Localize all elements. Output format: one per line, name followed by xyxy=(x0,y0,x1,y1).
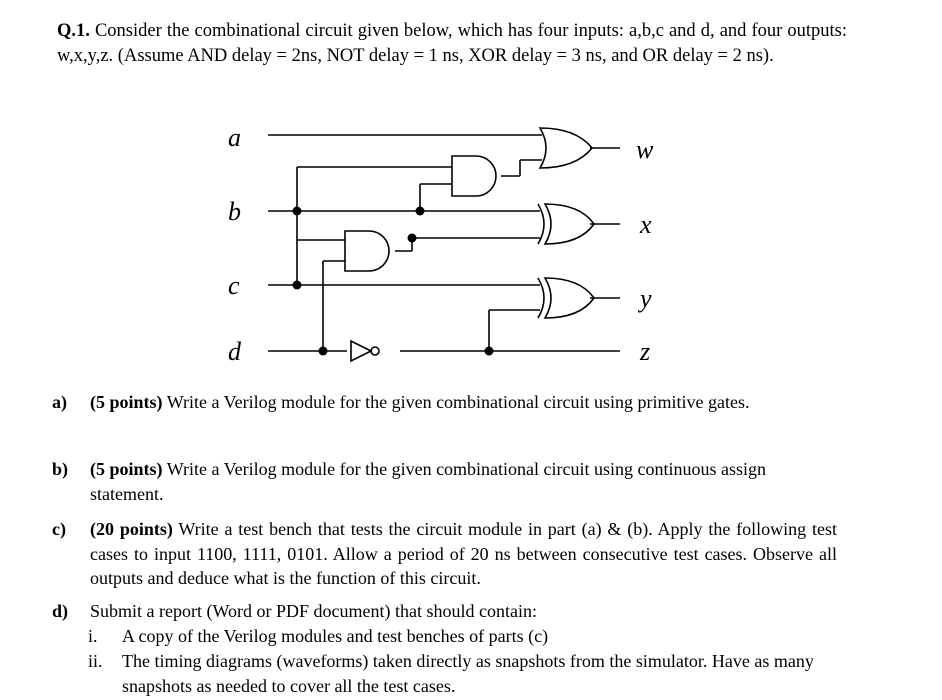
part-d-item-2-text: The timing diagrams (waveforms) taken directly as snapshots from the simulator. Have as many snapshots as needed to cover all the test cases. xyxy=(122,651,814,696)
junction-and2 xyxy=(408,234,417,243)
question-label: Q.1. xyxy=(57,21,90,41)
or-gate xyxy=(540,128,592,168)
part-d-text: Submit a report (Word or PDF document) that should contain: xyxy=(90,601,537,621)
part-b-points: (5 points) xyxy=(90,459,163,479)
part-d-item-1-text: A copy of the Verilog modules and test benches of parts (c) xyxy=(122,626,549,646)
input-label-c: c xyxy=(228,271,240,300)
input-label-b: b xyxy=(228,197,241,226)
output-label-w: w xyxy=(636,135,654,164)
part-c-text: Write a test bench that tests the circuit module in part (a) & (b). Apply the following test cases to input 1100, 1111, 0101. Allow a period of 20 ns between consecutive test cases. Observe all outputs and deduce what is the function of this circuit. xyxy=(90,519,838,588)
junction-d2 xyxy=(485,347,494,356)
xor-gate-2 xyxy=(545,278,594,318)
part-b-label: b) xyxy=(52,459,69,479)
part-d-item-1-num: i. xyxy=(88,626,98,646)
part-b-text: Write a Verilog module for the given combinational circuit using continuous assign statement. xyxy=(90,459,767,504)
question-text: Consider the combinational circuit given below, which has four inputs: a,b,c and d, and four outputs: w,x,y,z. (Assume AND delay = 2ns, NOT delay = 1 ns, XOR delay = 3 ns, and OR delay = 2 ns). xyxy=(57,21,847,66)
xor-gate-1 xyxy=(545,204,594,244)
not-gate xyxy=(351,341,371,361)
junction-d xyxy=(319,347,328,356)
part-c-label: c) xyxy=(52,519,66,539)
part-c-points: (20 points) xyxy=(90,519,173,539)
and-gate-1 xyxy=(452,156,496,196)
part-d-item-2-num: ii. xyxy=(88,651,103,671)
and-gate-2 xyxy=(345,231,389,271)
input-label-d: d xyxy=(228,337,241,366)
junction-b2 xyxy=(416,207,425,216)
junction-b xyxy=(293,207,302,216)
output-label-y: y xyxy=(640,284,652,313)
input-label-a: a xyxy=(228,123,241,152)
output-label-z: z xyxy=(640,337,651,366)
xor-gate-2-arc xyxy=(538,278,544,318)
output-label-x: x xyxy=(640,210,652,239)
part-d-label: d) xyxy=(52,601,69,621)
part-a-label: a) xyxy=(52,392,67,412)
junction-c xyxy=(293,281,302,290)
part-a-text: Write a Verilog module for the given combinational circuit using primitive gates. xyxy=(166,392,750,412)
part-a-points: (5 points) xyxy=(90,392,163,412)
